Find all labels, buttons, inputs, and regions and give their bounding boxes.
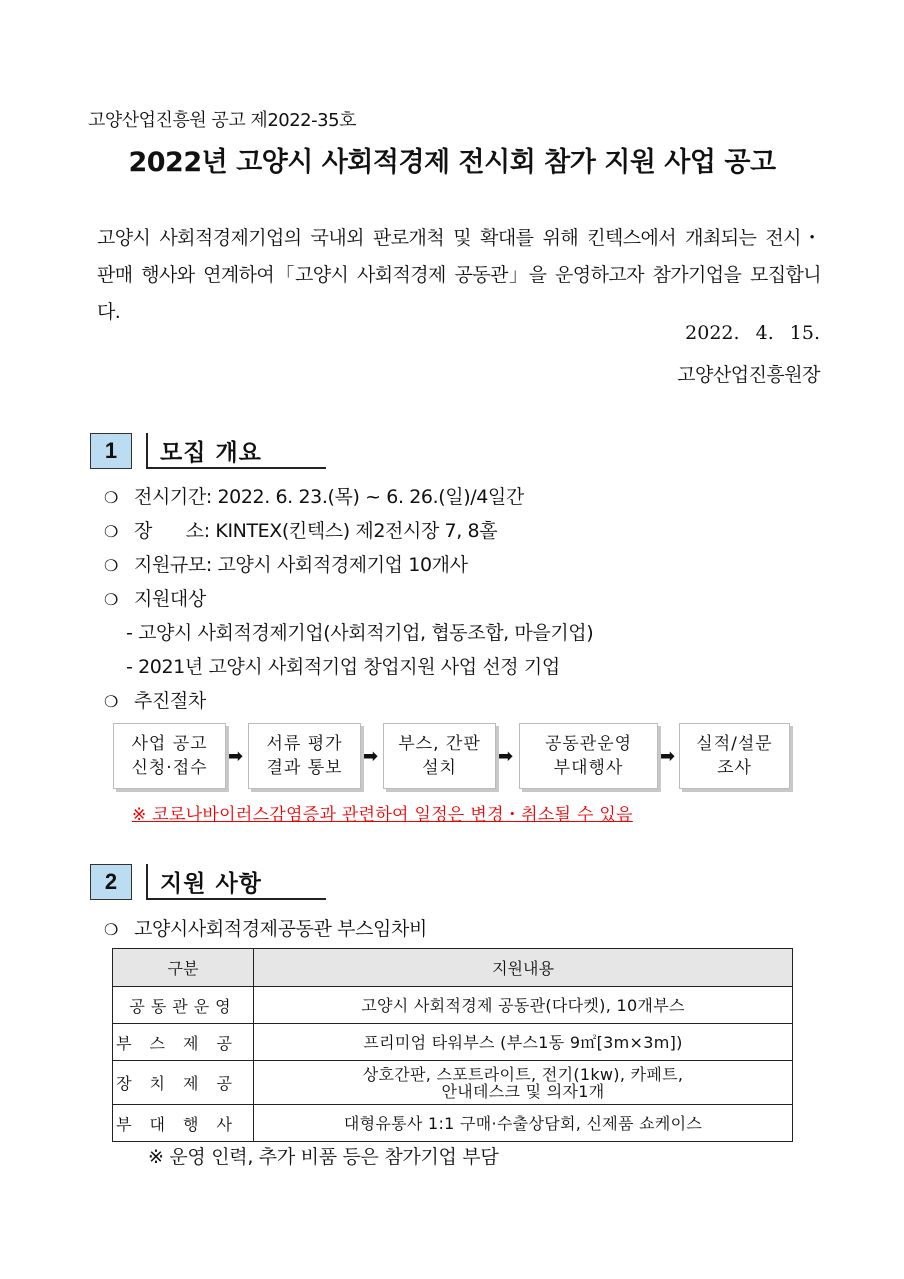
section-1-underline bbox=[146, 467, 326, 469]
row-category: 부스제공 bbox=[113, 1024, 254, 1061]
row-category: 공동관운영 bbox=[113, 987, 254, 1024]
bullet-process bbox=[104, 686, 206, 713]
support-table bbox=[112, 948, 793, 1142]
arrow-icon: ➡ bbox=[363, 746, 379, 767]
row-category: 부대행사 bbox=[113, 1105, 254, 1142]
notice-number: 고양산업진흥원 공고 제2022-35호 bbox=[88, 110, 356, 131]
bullet-mark: ❍ bbox=[104, 488, 118, 507]
row-content: 대형유통사 1:1 구매·수출상담회, 신제품 쇼케이스 bbox=[254, 1105, 793, 1142]
step-line1: 공동관운영 bbox=[544, 734, 633, 754]
target-item-2: - 2021년 고양시 사회적기업 창업지원 사업 선정 기업 bbox=[126, 656, 560, 678]
table-row bbox=[113, 1105, 793, 1142]
bullet-text: 고양시사회적경제공동관 부스임차비 bbox=[134, 918, 427, 940]
section-2-number: 2 bbox=[90, 864, 132, 900]
step-line2: 결과 통보 bbox=[266, 758, 343, 778]
step-line1: 서류 평가 bbox=[266, 734, 343, 754]
row-content-line2: 안내데스크 및 의자1개 bbox=[441, 1081, 605, 1101]
process-step-3 bbox=[383, 723, 496, 789]
step-line2: 신청·접수 bbox=[131, 758, 208, 778]
section-2-underline bbox=[146, 898, 326, 900]
bullet-mark: ❍ bbox=[104, 556, 118, 575]
bullet-mark: ❍ bbox=[104, 590, 118, 609]
bullet-mark: ❍ bbox=[104, 920, 118, 939]
arrow-icon: ➡ bbox=[228, 746, 244, 767]
table-row bbox=[113, 1024, 793, 1061]
section-1-number: 1 bbox=[90, 433, 132, 469]
bullet-mark: ❍ bbox=[104, 522, 118, 541]
row-content: 프리미엄 타워부스 (부스1동 9㎡[3m×3m]) bbox=[254, 1024, 793, 1061]
process-step-5 bbox=[679, 723, 790, 789]
arrow-icon: ➡ bbox=[498, 746, 514, 767]
section-2-divider bbox=[146, 864, 148, 898]
section-1-title: 모집 개요 bbox=[160, 440, 262, 466]
step-line1: 부스, 간판 bbox=[398, 734, 481, 754]
bullet-scale bbox=[104, 550, 468, 577]
cost-footnote: ※ 운영 인력, 추가 비품 등은 참가기업 부담 bbox=[148, 1146, 499, 1168]
bullet-venue bbox=[104, 516, 497, 543]
arrow-icon: ➡ bbox=[660, 746, 676, 767]
table-header-row bbox=[113, 949, 793, 987]
bullet-text: 지원규모: 고양시 사회적경제기업 10개사 bbox=[134, 554, 468, 576]
step-line2: 조사 bbox=[717, 758, 752, 778]
table-row bbox=[113, 987, 793, 1024]
bullet-target bbox=[104, 584, 206, 611]
bullet-text: 전시기간: 2022. 6. 23.(목) ~ 6. 26.(일)/4일간 bbox=[134, 486, 524, 508]
row-content: 고양시 사회적경제 공동관(다다켓), 10개부스 bbox=[254, 987, 793, 1024]
section-1-divider bbox=[146, 433, 148, 467]
table-header-content: 지원내용 bbox=[254, 949, 793, 987]
section-2-title: 지원 사항 bbox=[160, 871, 262, 897]
row-content-line1: 상호간판, 스포트라이트, 전기(1kw), 카페트, bbox=[362, 1064, 684, 1084]
bullet-exhibition-period bbox=[104, 482, 524, 509]
bullet-booth-rent bbox=[104, 914, 427, 941]
intro-paragraph: 고양시 사회적경제기업의 국내외 판로개척 및 확대를 위해 킨텍스에서 개최되는 전시・판매 행사와 연계하여「고양시 사회적경제 공동관」을 운영하고자 참가기업을 모집합니다. bbox=[97, 227, 821, 323]
table-header-category: 구분 bbox=[113, 949, 254, 987]
bullet-text: 장 소: KINTEX(킨텍스) 제2전시장 7, 8홀 bbox=[134, 520, 498, 542]
notice-date: 2022. 4. 15. bbox=[685, 322, 820, 344]
row-content bbox=[254, 1061, 793, 1105]
row-category: 장치제공 bbox=[113, 1061, 254, 1105]
step-line1: 실적/설문 bbox=[696, 734, 773, 754]
issuer: 고양산업진흥원장 bbox=[677, 364, 820, 386]
bullet-text: 지원대상 bbox=[134, 588, 206, 610]
bullet-mark: ❍ bbox=[104, 692, 118, 711]
table-row bbox=[113, 1061, 793, 1105]
schedule-warning: ※ 코로나바이러스감염증과 관련하여 일정은 변경・취소될 수 있음 bbox=[132, 805, 633, 825]
process-step-4 bbox=[519, 723, 658, 789]
document-title: 2022년 고양시 사회적경제 전시회 참가 지원 사업 공고 bbox=[128, 147, 776, 178]
bullet-text: 추진절차 bbox=[134, 690, 206, 712]
target-item-1: - 고양시 사회적경제기업(사회적기업, 협동조합, 마을기업) bbox=[126, 622, 594, 644]
step-line2: 부대행사 bbox=[553, 758, 624, 778]
process-step-1 bbox=[113, 723, 226, 789]
step-line1: 사업 공고 bbox=[131, 734, 208, 754]
process-step-2 bbox=[248, 723, 361, 789]
step-line2: 설치 bbox=[422, 758, 457, 778]
